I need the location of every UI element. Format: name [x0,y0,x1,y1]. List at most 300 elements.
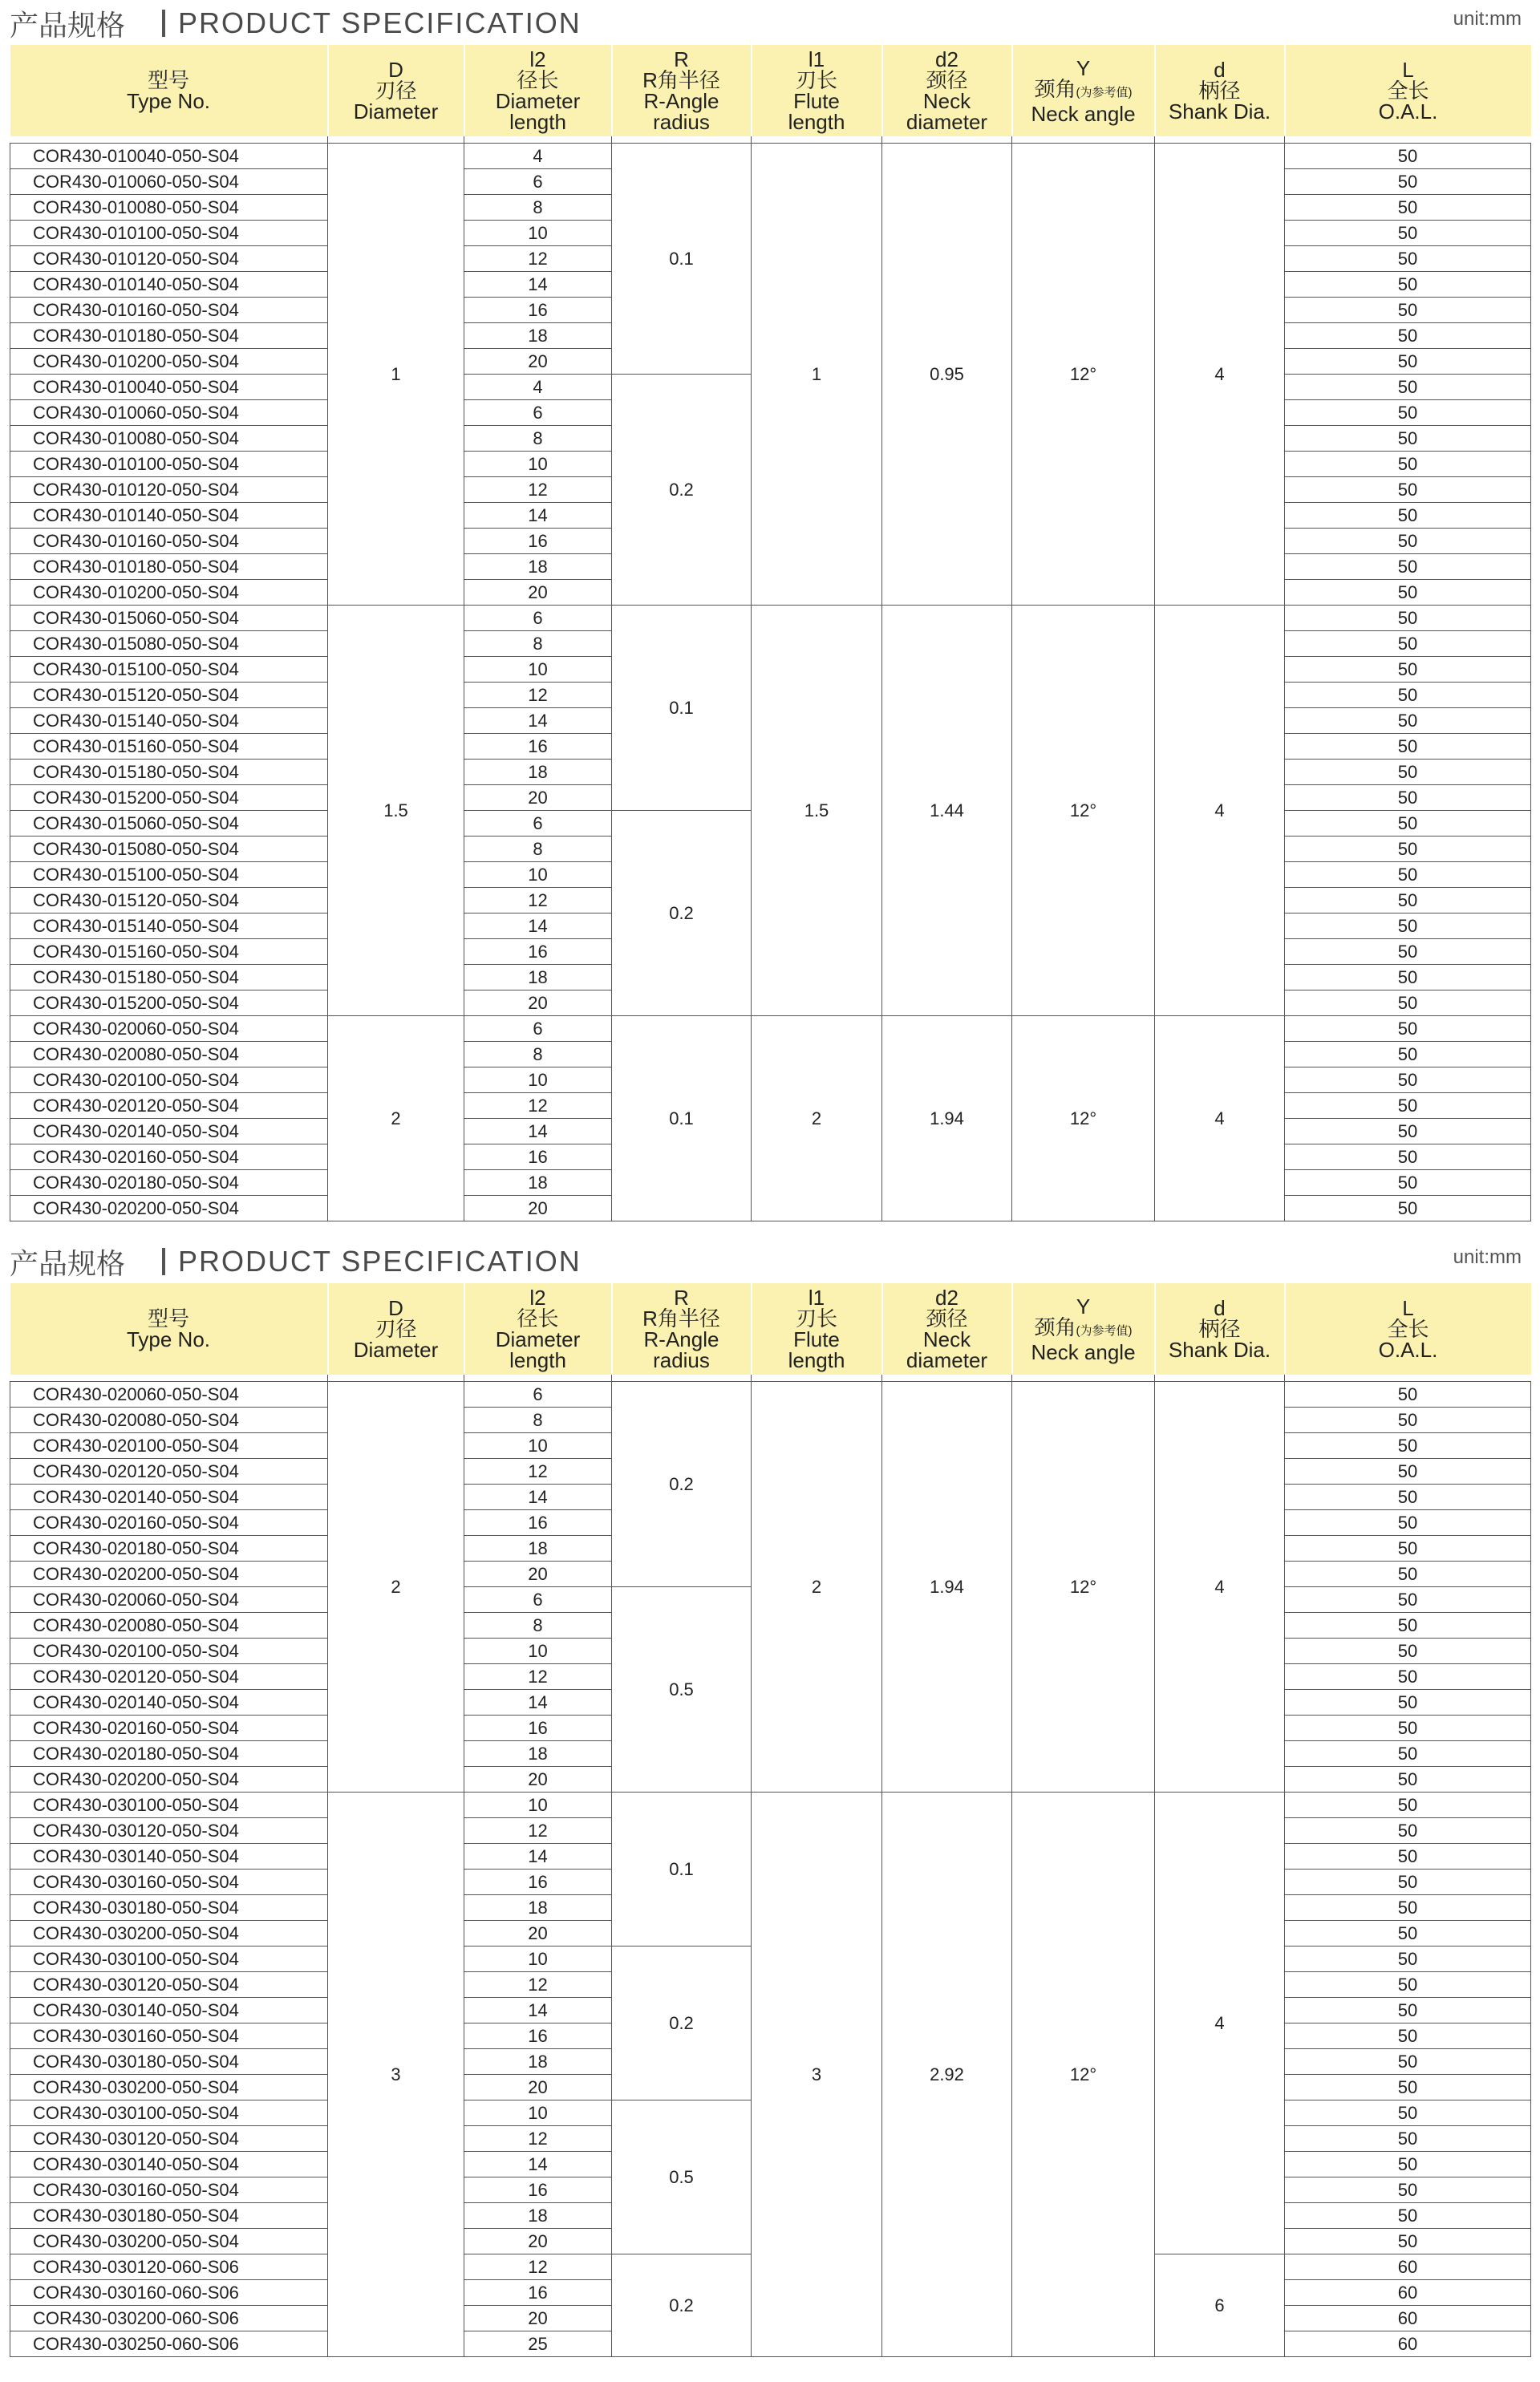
neck-angle-cell: 12° [1012,144,1155,606]
header-en: Type No. [126,89,211,113]
header-symbol: L [1402,1296,1414,1320]
oal-cell: 50 [1285,1639,1531,1664]
header-en: Flute [793,1327,840,1351]
oal-cell: 50 [1285,272,1531,298]
header-en: Diameter [353,1338,439,1362]
type-no-cell: COR430-010120-050-S04 [10,246,328,272]
spacer-row [10,1375,1531,1382]
oal-cell: 50 [1285,631,1531,657]
spacer-cell [328,1375,464,1382]
oal-cell: 50 [1285,2023,1531,2049]
type-no-cell: COR430-020180-050-S04 [10,1536,328,1562]
diameter-length-cell: 20 [464,990,612,1016]
oal-cell: 50 [1285,888,1531,914]
oal-cell: 50 [1285,503,1531,529]
diameter-cell: 2 [328,1382,464,1793]
diameter-length-cell: 16 [464,1510,612,1536]
type-no-cell: COR430-010060-050-S04 [10,169,328,195]
flute-length-cell: 3 [752,1793,882,2357]
flute-length-cell: 1 [752,144,882,606]
oal-cell: 50 [1285,2075,1531,2100]
table-row [10,144,1531,169]
header-en: radius [653,1348,710,1372]
oal-cell: 50 [1285,246,1531,272]
diameter-length-cell: 16 [464,2280,612,2306]
header-symbol: l2 [529,1286,546,1310]
shank-dia-cell: 4 [1155,1793,1285,2254]
oal-cell: 50 [1285,1408,1531,1433]
oal-cell: 50 [1285,939,1531,965]
diameter-length-cell: 6 [464,169,612,195]
diameter-length-cell: 20 [464,2075,612,2100]
type-no-cell: COR430-015080-050-S04 [10,837,328,862]
oal-cell: 50 [1285,760,1531,785]
type-no-cell: COR430-015200-050-S04 [10,990,328,1016]
type-no-cell: COR430-010040-050-S04 [10,375,328,400]
type-no-cell: COR430-030250-060-S06 [10,2331,328,2357]
header-symbol: l1 [808,47,825,71]
diameter-length-cell: 12 [464,477,612,503]
header-en: Type No. [126,1327,211,1351]
header-en: length [509,1348,566,1372]
type-no-cell: COR430-030160-050-S04 [10,2177,328,2203]
header-cn: 柄径 [1198,79,1241,103]
section-title-en: PRODUCT SPECIFICATION [178,1245,582,1278]
header-en: Diameter [495,1327,581,1351]
diameter-length-cell: 12 [464,1972,612,1998]
header-cn: R角半径 [642,1306,720,1331]
diameter-length-cell: 14 [464,1119,612,1144]
oal-cell: 60 [1285,2254,1531,2280]
oal-cell: 50 [1285,529,1531,554]
diameter-length-cell: 20 [464,785,612,811]
type-no-cell: COR430-010140-050-S04 [10,503,328,529]
diameter-length-cell: 16 [464,2023,612,2049]
oal-cell: 50 [1285,1664,1531,1690]
spacer-cell [464,136,612,144]
flute-length-cell: 1.5 [752,606,882,1016]
oal-cell: 50 [1285,683,1531,708]
spacer-cell [1155,136,1285,144]
header-en: length [788,1348,845,1372]
spacer-cell [464,1375,612,1382]
neck-angle-cell: 12° [1012,1016,1155,1221]
title-divider [162,10,165,37]
r-angle-cell: 0.1 [612,606,752,811]
type-no-cell: COR430-010120-050-S04 [10,477,328,503]
type-no-cell: COR430-010060-050-S04 [10,400,328,426]
oal-cell: 50 [1285,734,1531,760]
oal-cell: 60 [1285,2306,1531,2331]
title-divider [162,1248,165,1275]
neck-diameter-cell: 1.94 [882,1016,1012,1221]
shank-dia-cell: 4 [1155,606,1285,1016]
type-no-cell: COR430-015100-050-S04 [10,862,328,888]
type-no-cell: COR430-015060-050-S04 [10,606,328,631]
header-symbol: R [674,47,689,71]
header-en: O.A.L. [1378,1338,1438,1362]
diameter-length-cell: 12 [464,2254,612,2280]
type-no-cell: COR430-020200-050-S04 [10,1767,328,1793]
header-note: (为参考值) [1076,85,1133,99]
r-angle-cell: 0.2 [612,811,752,1016]
type-no-cell: COR430-020180-050-S04 [10,1170,328,1196]
spacer-cell [10,1375,328,1382]
oal-cell: 50 [1285,1382,1531,1408]
col-header-type [10,1283,328,1375]
type-no-cell: COR430-020180-050-S04 [10,1741,328,1767]
diameter-length-cell: 16 [464,1144,612,1170]
diameter-length-cell: 16 [464,939,612,965]
header-en: Diameter [495,89,581,113]
header-en: Neck angle [1031,1339,1136,1364]
diameter-length-cell: 18 [464,760,612,785]
header-symbol: l2 [529,47,546,71]
oal-cell: 50 [1285,1119,1531,1144]
r-angle-cell: 0.1 [612,144,752,375]
type-no-cell: COR430-020140-050-S04 [10,1485,328,1510]
r-angle-cell: 0.1 [612,1016,752,1221]
diameter-length-cell: 12 [464,1818,612,1844]
diameter-length-cell: 25 [464,2331,612,2357]
type-no-cell: COR430-030100-050-S04 [10,1947,328,1972]
diameter-length-cell: 14 [464,503,612,529]
diameter-length-cell: 12 [464,1093,612,1119]
type-no-cell: COR430-010040-050-S04 [10,144,328,169]
oal-cell: 50 [1285,1093,1531,1119]
diameter-length-cell: 20 [464,1921,612,1947]
oal-cell: 50 [1285,657,1531,683]
type-no-cell: COR430-015100-050-S04 [10,657,328,683]
diameter-length-cell: 20 [464,1196,612,1221]
oal-cell: 50 [1285,452,1531,477]
diameter-length-cell: 18 [464,2203,612,2229]
diameter-length-cell: 20 [464,1562,612,1587]
oal-cell: 50 [1285,1433,1531,1459]
type-no-cell: COR430-020120-050-S04 [10,1459,328,1485]
diameter-length-cell: 10 [464,1793,612,1818]
diameter-cell: 1 [328,144,464,606]
oal-cell: 50 [1285,221,1531,246]
header-en: Neck angle [1031,101,1136,126]
oal-cell: 50 [1285,1144,1531,1170]
diameter-length-cell: 12 [464,1664,612,1690]
oal-cell: 50 [1285,1067,1531,1093]
type-no-cell: COR430-030180-050-S04 [10,1895,328,1921]
neck-diameter-cell: 0.95 [882,144,1012,606]
header-en: diameter [906,110,988,134]
type-no-cell: COR430-015060-050-S04 [10,811,328,837]
shank-dia-cell: 4 [1155,1016,1285,1221]
diameter-cell: 1.5 [328,606,464,1016]
type-no-cell: COR430-020200-050-S04 [10,1562,328,1587]
type-no-cell: COR430-010080-050-S04 [10,195,328,221]
oal-cell: 50 [1285,708,1531,734]
col-header-shank-dia [1155,45,1285,136]
col-header-neck-angle [1012,45,1155,136]
header-cn: 型号 [147,1306,189,1331]
oal-cell: 50 [1285,1536,1531,1562]
type-no-cell: COR430-030160-050-S04 [10,2023,328,2049]
diameter-length-cell: 12 [464,888,612,914]
neck-diameter-cell: 1.44 [882,606,1012,1016]
oal-cell: 50 [1285,837,1531,862]
header-symbol: l1 [808,1286,825,1310]
type-no-cell: COR430-030100-050-S04 [10,1793,328,1818]
oal-cell: 50 [1285,1510,1531,1536]
table-row [10,1016,1531,1042]
type-no-cell: COR430-020160-050-S04 [10,1510,328,1536]
header-symbol: D [388,1296,403,1320]
diameter-length-cell: 8 [464,1042,612,1067]
diameter-length-cell: 8 [464,837,612,862]
type-no-cell: COR430-030100-050-S04 [10,2100,328,2126]
header-symbol: L [1402,58,1414,82]
col-header-diameter [328,45,464,136]
diameter-length-cell: 18 [464,554,612,580]
oal-cell: 50 [1285,914,1531,939]
header-en: length [788,110,845,134]
type-no-cell: COR430-030160-050-S04 [10,1870,328,1895]
type-no-cell: COR430-020100-050-S04 [10,1067,328,1093]
oal-cell: 50 [1285,2229,1531,2254]
header-en: Shank Dia. [1168,99,1271,124]
type-no-cell: COR430-010200-050-S04 [10,349,328,375]
oal-cell: 50 [1285,1793,1531,1818]
oal-cell: 50 [1285,1042,1531,1067]
type-no-cell: COR430-010140-050-S04 [10,272,328,298]
oal-cell: 50 [1285,2152,1531,2177]
oal-cell: 50 [1285,1016,1531,1042]
table-row [10,1793,1531,1818]
diameter-length-cell: 10 [464,2100,612,2126]
oal-cell: 50 [1285,606,1531,631]
diameter-length-cell: 20 [464,2229,612,2254]
diameter-length-cell: 8 [464,426,612,452]
oal-cell: 50 [1285,169,1531,195]
oal-cell: 50 [1285,400,1531,426]
type-no-cell: COR430-015140-050-S04 [10,914,328,939]
diameter-length-cell: 18 [464,1741,612,1767]
header-symbol: d [1214,58,1226,82]
type-no-cell: COR430-015120-050-S04 [10,888,328,914]
header-en: length [509,110,566,134]
diameter-length-cell: 12 [464,1459,612,1485]
diameter-length-cell: 14 [464,1844,612,1870]
diameter-cell: 2 [328,1016,464,1221]
diameter-length-cell: 16 [464,529,612,554]
spacer-cell [10,136,328,144]
spacer-cell [752,136,882,144]
diameter-length-cell: 14 [464,272,612,298]
oal-cell: 50 [1285,349,1531,375]
type-no-cell: COR430-030160-060-S06 [10,2280,328,2306]
oal-cell: 50 [1285,1947,1531,1972]
type-no-cell: COR430-015180-050-S04 [10,965,328,990]
header-en: diameter [906,1348,988,1372]
type-no-cell: COR430-015140-050-S04 [10,708,328,734]
header-symbol: Y [1076,55,1091,80]
header-cn: 刃径 [375,79,417,103]
unit-label: unit:mm [1453,8,1522,30]
oal-cell: 50 [1285,965,1531,990]
type-no-cell: COR430-010200-050-S04 [10,580,328,606]
oal-cell: 50 [1285,1170,1531,1196]
type-no-cell: COR430-020160-050-S04 [10,1716,328,1741]
col-header-neck-angle [1012,1283,1155,1375]
oal-cell: 50 [1285,375,1531,400]
type-no-cell: COR430-020120-050-S04 [10,1093,328,1119]
col-header-type [10,45,328,136]
neck-angle-cell: 12° [1012,1382,1155,1793]
header-en: Diameter [353,99,439,124]
neck-diameter-cell: 2.92 [882,1793,1012,2357]
header-cn: 刃长 [795,68,837,92]
oal-cell: 50 [1285,785,1531,811]
type-no-cell: COR430-030120-050-S04 [10,1818,328,1844]
spacer-cell [752,1375,882,1382]
col-header-diameter-length [464,1283,612,1375]
table-row [10,1382,1531,1408]
oal-cell: 50 [1285,1587,1531,1613]
header-en: Flute [793,89,840,113]
header-en: Neck [922,89,971,113]
oal-cell: 50 [1285,1690,1531,1716]
neck-angle-cell: 12° [1012,606,1155,1016]
diameter-length-cell: 20 [464,580,612,606]
diameter-length-cell: 6 [464,1587,612,1613]
oal-cell: 50 [1285,554,1531,580]
type-no-cell: COR430-010080-050-S04 [10,426,328,452]
table-row [10,606,1531,631]
header-cn: 颈径 [926,1306,968,1331]
header-en: Neck [922,1327,971,1351]
flute-length-cell: 2 [752,1382,882,1793]
type-no-cell: COR430-010180-050-S04 [10,554,328,580]
type-no-cell: COR430-010180-050-S04 [10,323,328,349]
diameter-length-cell: 10 [464,221,612,246]
shank-dia-cell: 4 [1155,1382,1285,1793]
oal-cell: 50 [1285,2049,1531,2075]
type-no-cell: COR430-020080-050-S04 [10,1042,328,1067]
spacer-cell [612,136,752,144]
oal-cell: 60 [1285,2280,1531,2306]
type-no-cell: COR430-030180-050-S04 [10,2203,328,2229]
oal-cell: 50 [1285,1844,1531,1870]
diameter-length-cell: 8 [464,1613,612,1639]
diameter-length-cell: 6 [464,606,612,631]
oal-cell: 50 [1285,477,1531,503]
diameter-cell: 3 [328,1793,464,2357]
oal-cell: 50 [1285,144,1531,169]
shank-dia-cell: 6 [1155,2254,1285,2357]
oal-cell: 50 [1285,1818,1531,1844]
header-en: O.A.L. [1378,99,1438,124]
header-cn: 刃长 [795,1306,837,1331]
oal-cell: 50 [1285,1716,1531,1741]
type-no-cell: COR430-030140-050-S04 [10,1998,328,2023]
oal-cell: 50 [1285,2203,1531,2229]
type-no-cell: COR430-020120-050-S04 [10,1664,328,1690]
diameter-length-cell: 10 [464,1433,612,1459]
type-no-cell: COR430-015160-050-S04 [10,939,328,965]
oal-cell: 50 [1285,1613,1531,1639]
header-cn: 颈径 [926,68,968,92]
oal-cell: 50 [1285,2177,1531,2203]
oal-cell: 50 [1285,862,1531,888]
diameter-length-cell: 16 [464,734,612,760]
diameter-length-cell: 8 [464,1408,612,1433]
header-note: (为参考值) [1076,1323,1133,1338]
diameter-length-cell: 18 [464,1170,612,1196]
diameter-length-cell: 20 [464,2306,612,2331]
oal-cell: 50 [1285,323,1531,349]
type-no-cell: COR430-030180-050-S04 [10,2049,328,2075]
type-no-cell: COR430-020080-050-S04 [10,1408,328,1433]
header-symbol: d2 [935,47,958,71]
oal-cell: 50 [1285,298,1531,323]
diameter-length-cell: 14 [464,1998,612,2023]
header-symbol: d2 [935,1286,958,1310]
col-header-diameter [328,1283,464,1375]
type-no-cell: COR430-030140-050-S04 [10,1844,328,1870]
col-header-flute-length [752,45,882,136]
type-no-cell: COR430-015160-050-S04 [10,734,328,760]
spacer-cell [1012,1375,1155,1382]
type-no-cell: COR430-020060-050-S04 [10,1587,328,1613]
oal-cell: 60 [1285,2331,1531,2357]
header-cn-text: 颈角 [1034,1315,1076,1339]
diameter-length-cell: 6 [464,811,612,837]
header-cn-text: 颈角 [1034,76,1076,101]
col-header-oal [1285,1283,1531,1375]
oal-cell: 50 [1285,1895,1531,1921]
r-angle-cell: 0.2 [612,1382,752,1587]
diameter-length-cell: 20 [464,1767,612,1793]
spec-table-2 [10,1283,1531,2357]
spacer-cell [612,1375,752,1382]
flute-length-cell: 2 [752,1016,882,1221]
oal-cell: 50 [1285,1562,1531,1587]
header-symbol: Y [1076,1294,1091,1319]
header-en: R-Angle [643,89,719,113]
diameter-length-cell: 6 [464,1382,612,1408]
type-no-cell: COR430-010100-050-S04 [10,452,328,477]
diameter-length-cell: 12 [464,683,612,708]
type-no-cell: COR430-010160-050-S04 [10,298,328,323]
col-header-flute-length [752,1283,882,1375]
neck-diameter-cell: 1.94 [882,1382,1012,1793]
type-no-cell: COR430-030200-050-S04 [10,1921,328,1947]
diameter-length-cell: 18 [464,2049,612,2075]
diameter-length-cell: 16 [464,2177,612,2203]
diameter-length-cell: 14 [464,2152,612,2177]
oal-cell: 50 [1285,426,1531,452]
oal-cell: 50 [1285,811,1531,837]
r-angle-cell: 0.2 [612,375,752,606]
type-no-cell: COR430-030140-050-S04 [10,2152,328,2177]
col-header-shank-dia [1155,1283,1285,1375]
diameter-length-cell: 18 [464,1895,612,1921]
diameter-length-cell: 4 [464,144,612,169]
oal-cell: 50 [1285,990,1531,1016]
spacer-cell [328,136,464,144]
oal-cell: 50 [1285,1459,1531,1485]
type-no-cell: COR430-020160-050-S04 [10,1144,328,1170]
oal-cell: 50 [1285,2100,1531,2126]
diameter-length-cell: 14 [464,708,612,734]
diameter-length-cell: 8 [464,631,612,657]
